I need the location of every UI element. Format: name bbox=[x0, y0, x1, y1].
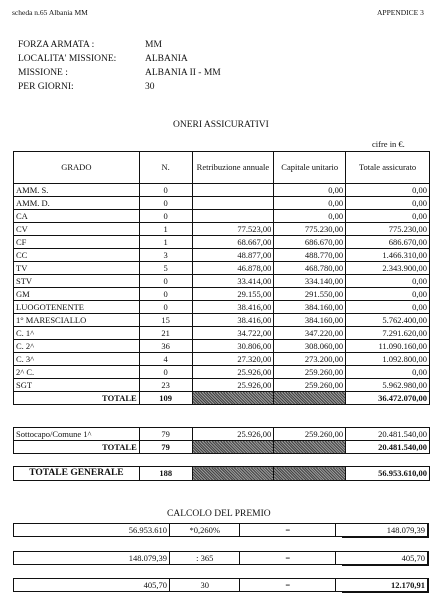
cell-totale: 0,00 bbox=[346, 366, 430, 379]
cell-n: 0 bbox=[139, 197, 192, 210]
cell-grado: CF bbox=[14, 236, 140, 249]
cell-capitale: 347.220,00 bbox=[274, 327, 346, 340]
cell-grado: STV bbox=[14, 275, 140, 288]
calc-equals: = bbox=[240, 552, 336, 565]
table-row bbox=[14, 275, 430, 288]
cell-retribuzione: 25.926,00 bbox=[192, 379, 274, 392]
cell-grado: CA bbox=[14, 210, 140, 223]
cell-retribuzione: 27.320,00 bbox=[192, 353, 274, 366]
cell-totale: 5.762.400,00 bbox=[346, 314, 430, 327]
cell-n: 0 bbox=[139, 288, 192, 301]
cell-capitale: 384.160,00 bbox=[274, 301, 346, 314]
cell-retribuzione: 30.806,00 bbox=[192, 340, 274, 353]
table-row bbox=[14, 223, 430, 236]
calc-operator: 30 bbox=[170, 579, 240, 592]
cell-grado: CV bbox=[14, 223, 140, 236]
cell-n: 0 bbox=[139, 366, 192, 379]
total-n: 79 bbox=[139, 441, 192, 454]
cell-grado: 1° MARESCIALLO bbox=[14, 314, 140, 327]
cell-retribuzione: 33.414,00 bbox=[192, 275, 274, 288]
calcolo-title: CALCOLO DEL PREMIO bbox=[167, 509, 271, 519]
calc-equals: = bbox=[240, 579, 336, 592]
table-row bbox=[14, 184, 430, 197]
info-value: 30 bbox=[145, 82, 155, 92]
cell-capitale: 273.200,00 bbox=[274, 353, 346, 366]
table-row bbox=[14, 301, 430, 314]
cell-capitale: 468.780,00 bbox=[274, 262, 346, 275]
table-row bbox=[14, 210, 430, 223]
cell-retribuzione: 46.878,00 bbox=[192, 262, 274, 275]
cell-n: 21 bbox=[139, 327, 192, 340]
calc-operator: : 365 bbox=[170, 552, 240, 565]
cell-totale: 0,00 bbox=[346, 210, 430, 223]
cell-n: 0 bbox=[139, 184, 192, 197]
cell-capitale: 334.140,00 bbox=[274, 275, 346, 288]
info-label: FORZA ARMATA : bbox=[18, 40, 95, 50]
calc-operand: 405,70 bbox=[14, 579, 170, 592]
currency-note: cifre in €. bbox=[372, 139, 405, 149]
grand-total-label: TOTALE GENERALE bbox=[14, 467, 140, 481]
sottocapo-table bbox=[13, 427, 430, 454]
cell-capitale: 259.260,00 bbox=[274, 379, 346, 392]
cell-grado: AMM. D. bbox=[14, 197, 140, 210]
cell-capitale: 0,00 bbox=[274, 184, 346, 197]
cell-retribuzione: 38.416,00 bbox=[192, 301, 274, 314]
appendix-label: APPENDICE 3 bbox=[377, 8, 424, 17]
doc-reference: scheda n.65 Albania MM bbox=[12, 8, 88, 17]
total-amount: 20.481.540,00 bbox=[346, 441, 430, 454]
calc-result: 405,70 bbox=[336, 552, 428, 565]
shaded-cell bbox=[274, 392, 346, 405]
table-row bbox=[14, 314, 430, 327]
cell-n: 0 bbox=[139, 275, 192, 288]
cell-retribuzione bbox=[192, 197, 274, 210]
table-row bbox=[14, 327, 430, 340]
cell-capitale: 775.230,00 bbox=[274, 223, 346, 236]
cell-totale: 0,00 bbox=[346, 184, 430, 197]
calc-final-result: 12.170,91 bbox=[336, 579, 428, 592]
cell-grado: 2^ C. bbox=[14, 366, 140, 379]
cell-grado: CC bbox=[14, 249, 140, 262]
cell-capitale: 488.770,00 bbox=[274, 249, 346, 262]
cell-totale: 0,00 bbox=[346, 288, 430, 301]
cell-grado: Sottocapo/Comune 1^ bbox=[14, 428, 140, 441]
column-header-totale: Totale assicurato bbox=[346, 152, 430, 184]
cell-capitale: 291.550,00 bbox=[274, 288, 346, 301]
calc-empty-cell bbox=[342, 523, 429, 538]
cell-totale: 0,00 bbox=[346, 197, 430, 210]
total-label: TOTALE bbox=[14, 441, 140, 454]
cell-grado: TV bbox=[14, 262, 140, 275]
cell-n: 23 bbox=[139, 379, 192, 392]
cell-totale: 2.343.900,00 bbox=[346, 262, 430, 275]
cell-retribuzione: 25.926,00 bbox=[192, 366, 274, 379]
cell-grado: SGT bbox=[14, 379, 140, 392]
cell-grado: C. 1^ bbox=[14, 327, 140, 340]
info-value: ALBANIA II - MM bbox=[145, 68, 221, 78]
calc-operand: 56.953.610 bbox=[14, 524, 170, 537]
total-label: TOTALE bbox=[14, 392, 140, 405]
table-row bbox=[14, 236, 430, 249]
cell-capitale: 0,00 bbox=[274, 197, 346, 210]
shaded-cell bbox=[274, 467, 346, 481]
cell-totale: 1.466.310,00 bbox=[346, 249, 430, 262]
grand-total-amount: 56.953.610,00 bbox=[346, 467, 430, 481]
cell-n: 79 bbox=[139, 428, 192, 441]
cell-n: 3 bbox=[139, 249, 192, 262]
cell-retribuzione: 77.523,00 bbox=[192, 223, 274, 236]
cell-retribuzione: 25.926,00 bbox=[192, 428, 274, 441]
calc-result: 148.079,39 bbox=[336, 524, 428, 537]
cell-grado: GM bbox=[14, 288, 140, 301]
cell-totale: 5.962.980,00 bbox=[346, 379, 430, 392]
info-label: LOCALITA' MISSIONE: bbox=[18, 54, 117, 64]
shaded-cell bbox=[192, 441, 274, 454]
cell-capitale: 259.260,00 bbox=[274, 366, 346, 379]
table-row bbox=[14, 197, 430, 210]
info-label: MISSIONE : bbox=[18, 68, 68, 78]
insurance-table bbox=[13, 151, 430, 405]
info-value: ALBANIA bbox=[145, 54, 188, 64]
total-amount: 36.472.070,00 bbox=[346, 392, 430, 405]
total-row bbox=[14, 392, 430, 405]
cell-totale: 775.230,00 bbox=[346, 223, 430, 236]
total-row bbox=[14, 441, 430, 454]
column-header-retribuzione: Retribuzione annuale bbox=[192, 152, 274, 184]
shaded-cell bbox=[192, 467, 274, 481]
cell-retribuzione: 48.877,00 bbox=[192, 249, 274, 262]
column-header-n: N. bbox=[139, 152, 192, 184]
calc-equals: = bbox=[240, 524, 336, 537]
table-row bbox=[14, 288, 430, 301]
cell-grado: C. 3^ bbox=[14, 353, 140, 366]
cell-grado: C. 2^ bbox=[14, 340, 140, 353]
calc-empty-cell bbox=[342, 578, 429, 593]
table-row bbox=[14, 366, 430, 379]
cell-n: 0 bbox=[139, 210, 192, 223]
shaded-cell bbox=[192, 392, 274, 405]
calc-operand: 148.079,39 bbox=[14, 552, 170, 565]
calc-empty-cell bbox=[342, 551, 429, 566]
cell-n: 1 bbox=[139, 223, 192, 236]
section-title: ONERI ASSICURATIVI bbox=[173, 120, 269, 130]
table-row bbox=[14, 379, 430, 392]
cell-totale: 0,00 bbox=[346, 301, 430, 314]
cell-totale: 0,00 bbox=[346, 275, 430, 288]
shaded-cell bbox=[274, 441, 346, 454]
table-row bbox=[14, 428, 430, 441]
cell-n: 15 bbox=[139, 314, 192, 327]
cell-totale: 20.481.540,00 bbox=[346, 428, 430, 441]
table-row bbox=[14, 262, 430, 275]
total-n: 109 bbox=[139, 392, 192, 405]
table-row bbox=[14, 340, 430, 353]
cell-grado: AMM. S. bbox=[14, 184, 140, 197]
grand-total-row bbox=[14, 467, 430, 481]
calc-operator: *0,260% bbox=[170, 524, 240, 537]
cell-capitale: 0,00 bbox=[274, 210, 346, 223]
cell-n: 5 bbox=[139, 262, 192, 275]
grand-total-n: 188 bbox=[139, 467, 192, 481]
cell-n: 1 bbox=[139, 236, 192, 249]
cell-retribuzione: 29.155,00 bbox=[192, 288, 274, 301]
cell-retribuzione: 38.416,00 bbox=[192, 314, 274, 327]
cell-retribuzione bbox=[192, 210, 274, 223]
cell-totale: 7.291.620,00 bbox=[346, 327, 430, 340]
cell-totale: 11.090.160,00 bbox=[346, 340, 430, 353]
cell-capitale: 259.260,00 bbox=[274, 428, 346, 441]
cell-retribuzione bbox=[192, 184, 274, 197]
cell-grado: LUOGOTENENTE bbox=[14, 301, 140, 314]
cell-totale: 1.092.800,00 bbox=[346, 353, 430, 366]
column-header-grado: GRADO bbox=[14, 152, 140, 184]
cell-totale: 686.670,00 bbox=[346, 236, 430, 249]
table-row bbox=[14, 353, 430, 366]
cell-n: 36 bbox=[139, 340, 192, 353]
grand-total-table bbox=[13, 466, 430, 481]
cell-n: 0 bbox=[139, 301, 192, 314]
info-label: PER GIORNI: bbox=[18, 82, 74, 92]
cell-n: 4 bbox=[139, 353, 192, 366]
cell-retribuzione: 34.722,00 bbox=[192, 327, 274, 340]
info-value: MM bbox=[145, 40, 162, 50]
cell-capitale: 686.670,00 bbox=[274, 236, 346, 249]
column-header-capitale: Capitale unitario bbox=[274, 152, 346, 184]
cell-capitale: 384.160,00 bbox=[274, 314, 346, 327]
cell-capitale: 308.060,00 bbox=[274, 340, 346, 353]
table-row bbox=[14, 249, 430, 262]
cell-retribuzione: 68.667,00 bbox=[192, 236, 274, 249]
